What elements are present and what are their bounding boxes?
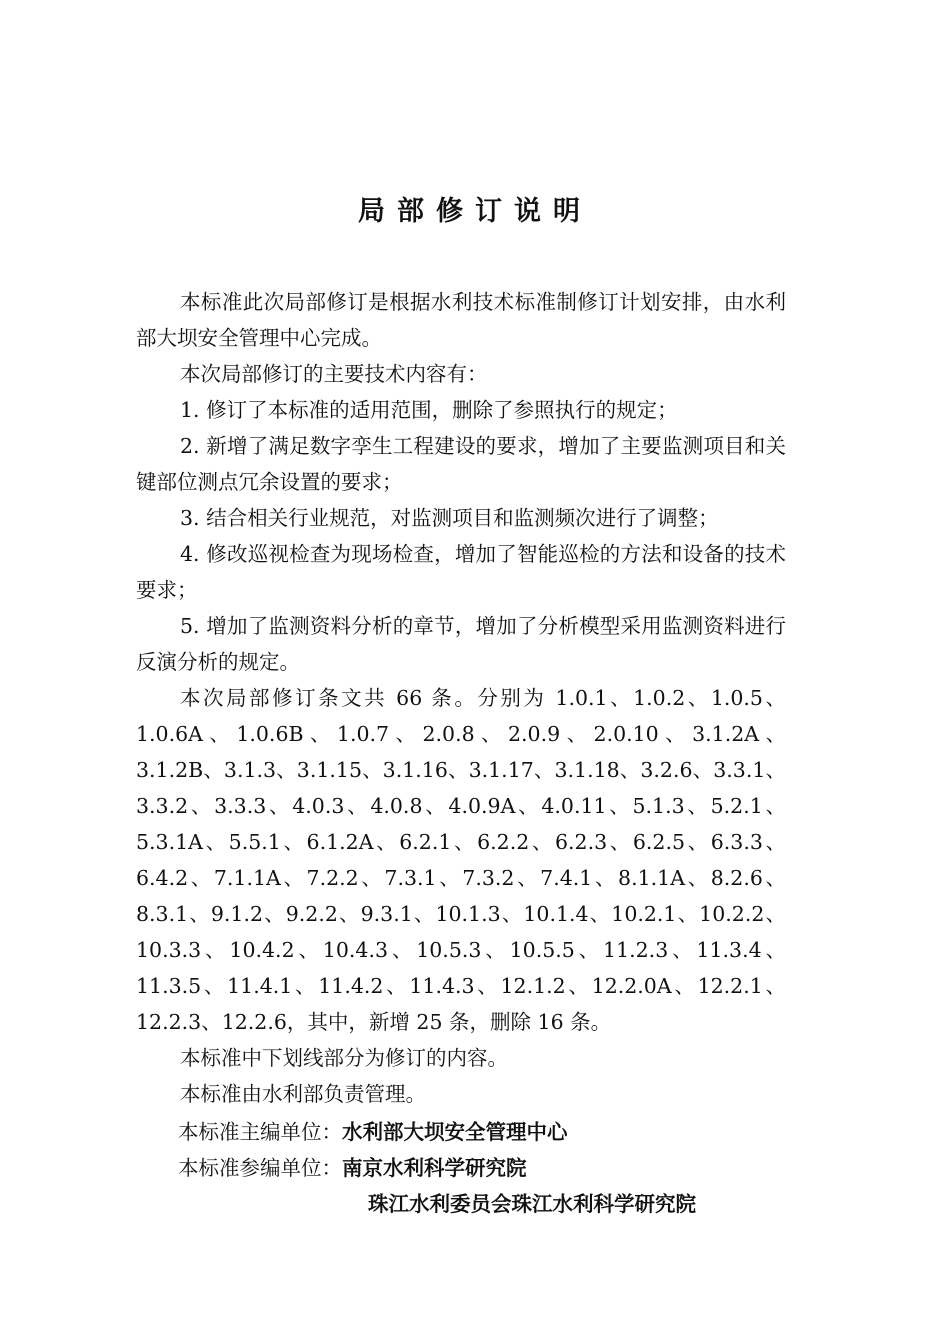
underline-note: 本标准中下划线部分为修订的内容。 xyxy=(180,1046,508,1070)
organizations-block xyxy=(178,1114,798,1222)
page-title: 局部修订说明 xyxy=(358,196,592,227)
participant-unit-row-2 xyxy=(178,1186,798,1222)
intro-paragraph: 本标准此次局部修订是根据水利技术标准制修订计划安排，由水利部大坝安全管理中心完成。 xyxy=(136,290,786,350)
chief-unit-row xyxy=(178,1114,798,1150)
revision-item-4: 4. 修改巡视检查为现场检查，增加了智能巡检的方法和设备的技术要求； xyxy=(136,542,786,602)
revision-item-2: 2. 新增了满足数字孪生工程建设的要求，增加了主要监测项目和关键部位测点冗余设置的要求； xyxy=(136,434,786,494)
revised-clauses-list: 本次局部修订条文共 66 条。分别为 1.0.1、1.0.2、1.0.5、1.0.6A、1.0.6B、1.0.7、2.0.8、2.0.9、2.0.10、3.1.2A、3.1.2B、3.1.3、3.1.15、3.1.16、3.1.17、3.1.18、3.2.6、3.3.1、3.3.2、3.3.3、4.0.3、4.0.8、4.0.9A、4.0.11、5.1.3、5.2.1、5.3.1A、5.5.1、6.1.2A、6.2.1、6.2.2、6.2.3、6.2.5、6.3.3、6.4.2、7.1.1A、7.2.2、7.3.1、7.3.2、7.4.1、8.1.1A、8.2.6、8.3.1、9.1.2、9.2.2、9.3.1、10.1.3、10.1.4、10.2.1、10.2.2、10.3.3、10.4.2、10.4.3、10.5.3、10.5.5、11.2.3、11.3.4、11.3.5、11.4.1、11.4.2、11.4.3、12.1.2、12.2.0A、12.2.1、12.2.3、12.2.6，其中，新增 25 条，删除 16 条。 xyxy=(136,686,786,1034)
revision-item-5: 5. 增加了监测资料分析的章节，增加了分析模型采用监测资料进行反演分析的规定。 xyxy=(136,614,786,674)
participant-unit-label: 本标准参编单位： xyxy=(178,1156,342,1180)
revision-item-3: 3. 结合相关行业规范，对监测项目和监测频次进行了调整； xyxy=(180,506,719,530)
revision-description xyxy=(136,284,786,1112)
revision-item-1: 1. 修订了本标准的适用范围，删除了参照执行的规定； xyxy=(180,398,678,422)
participant-unit-2: 珠江水利委员会珠江水利科学研究院 xyxy=(368,1192,696,1216)
chief-unit-label: 本标准主编单位： xyxy=(178,1120,342,1144)
main-content-heading: 本次局部修订的主要技术内容有： xyxy=(180,362,488,386)
participant-unit-1: 南京水利科学研究院 xyxy=(342,1156,527,1180)
management-note: 本标准由水利部负责管理。 xyxy=(180,1082,426,1106)
participant-unit-row xyxy=(178,1150,798,1186)
chief-unit-value: 水利部大坝安全管理中心 xyxy=(342,1120,568,1144)
